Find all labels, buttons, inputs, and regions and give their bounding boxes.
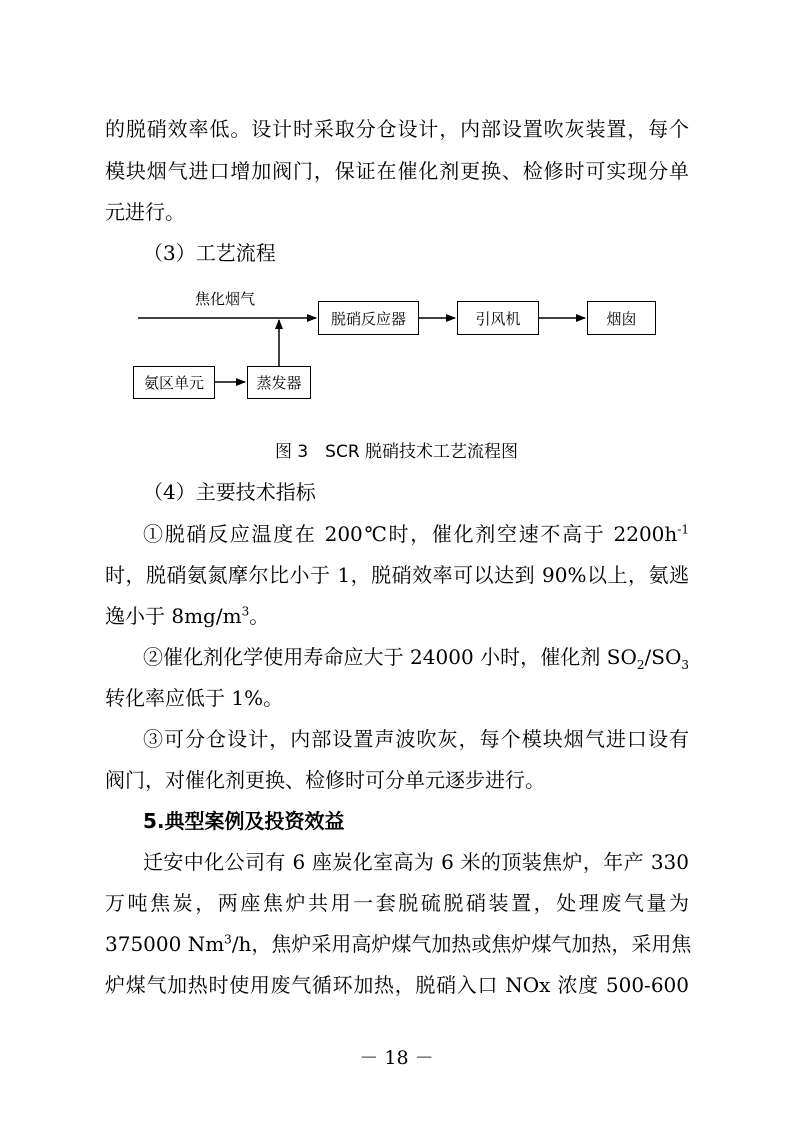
section-3-title: （3）工艺流程 bbox=[143, 241, 276, 265]
case-text-line: 375000 Nm$^3$/h，焦炉采用高炉煤气加热或焦炉煤气加热，采用焦 bbox=[105, 932, 692, 956]
flue-gas-label: 焦化烟气 bbox=[195, 290, 256, 308]
ammonia-unit-box: 氨区单元 bbox=[133, 366, 215, 399]
process-flow-diagram bbox=[0, 0, 793, 430]
denitration-reactor-box: 脱硝反应器 bbox=[318, 301, 419, 335]
flow-arrows bbox=[0, 0, 793, 430]
indicator-item-2-line: 转化率应低于 1%。 bbox=[105, 686, 284, 710]
case-text-line: 迁安中化公司有 6 座炭化室高为 6 米的顶装焦炉，年产 330 bbox=[143, 850, 689, 874]
evaporator-box: 蒸发器 bbox=[247, 366, 311, 399]
chimney-box: 烟囱 bbox=[587, 301, 656, 335]
page-number: － 18 － bbox=[359, 1047, 434, 1069]
indicator-item-3-line: 阀门，对催化剂更换、检修时可分单元逐步进行。 bbox=[105, 768, 545, 792]
section-4-title: （4）主要技术指标 bbox=[143, 480, 316, 504]
body-text-line: 元进行。 bbox=[105, 200, 185, 224]
case-text-line: 万吨焦炭，两座焦炉共用一套脱硫脱硝装置，处理废气量为 bbox=[105, 891, 689, 915]
body-text-line: 模块烟气进口增加阀门，保证在催化剂更换、检修时可实现分单 bbox=[105, 159, 689, 183]
body-text-line: 的脱硝效率低。设计时采取分仓设计，内部设置吹灰装置，每个 bbox=[105, 117, 689, 141]
indicator-item-1-line: ①脱硝反应温度在 200℃时，催化剂空速不高于 $2200h^{-1}$ bbox=[143, 522, 689, 546]
indicator-item-1-line: 时，脱硝氨氮摩尔比小于 1，脱硝效率可以达到 90%以上，氨逃 bbox=[105, 563, 689, 587]
indicator-item-3-line: ③可分仓设计，内部设置声波吹灰，每个模块烟气进口设有 bbox=[143, 727, 689, 751]
figure-caption: 图 3 SCR 脱硝技术工艺流程图 bbox=[274, 442, 519, 462]
case-text-line: 炉煤气加热时使用废气循环加热，脱硝入口 NOx 浓度 500-600 bbox=[105, 973, 689, 997]
indicator-item-1-line: 逸小于 $8mg/m^3$。 bbox=[105, 604, 270, 628]
induced-draft-fan-box: 引风机 bbox=[457, 301, 539, 335]
indicator-item-2-line: ②催化剂化学使用寿命应大于 24000 小时，催化剂 $SO_2/SO_3$ bbox=[143, 645, 689, 672]
section-5-title: 5.典型案例及投资效益 bbox=[143, 809, 345, 833]
